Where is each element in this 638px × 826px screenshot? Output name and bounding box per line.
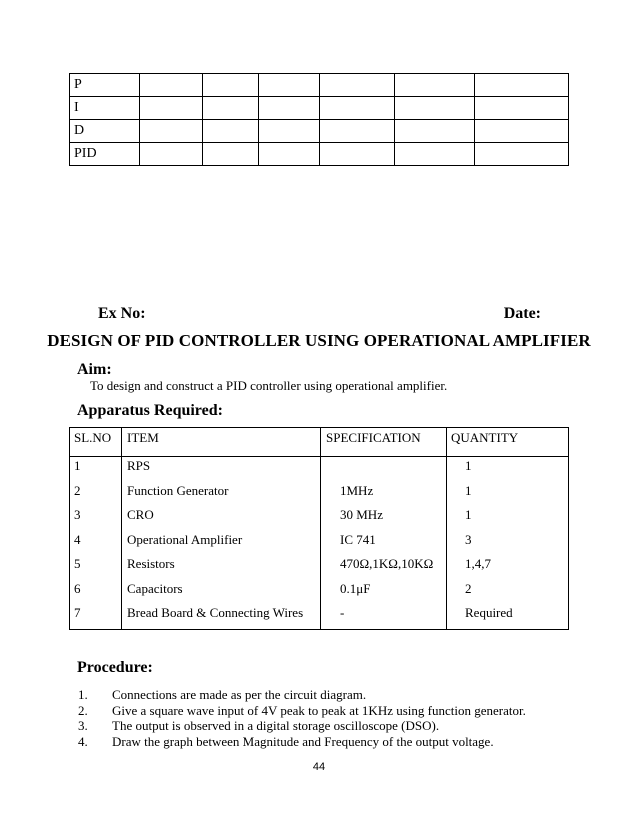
column-divider <box>121 428 122 629</box>
column-divider <box>320 428 321 629</box>
sl-no-cell: 3 <box>74 507 81 522</box>
quantity-cell: 2 <box>465 580 472 596</box>
aim-heading: Aim: <box>77 361 112 378</box>
pid-cell <box>203 74 259 97</box>
sl-no-cell: 7 <box>74 605 81 620</box>
item-cell: Bread Board & Connecting Wires <box>127 605 304 620</box>
step-text: Give a square wave input of 4V peak to peak at 1KHz using function generator. <box>112 702 526 718</box>
sl-no-cell: 4 <box>74 531 81 547</box>
sl-no-cell: 2 <box>74 482 81 498</box>
step-text: Connections are made as per the circuit diagram. <box>112 687 367 702</box>
column-header: QUANTITY <box>451 430 519 445</box>
item-cell: Operational Amplifier <box>127 531 243 547</box>
specification-cell: - <box>340 605 345 620</box>
pid-cell <box>475 143 569 166</box>
column-header: SPECIFICATION <box>326 430 421 445</box>
pid-row <box>70 143 569 166</box>
pid-cell <box>320 74 395 97</box>
pid-row <box>70 97 569 120</box>
item-cell: Capacitors <box>127 580 183 596</box>
pid-cell <box>395 74 475 97</box>
pid-row <box>70 120 569 143</box>
pid-cell <box>259 143 320 166</box>
sl-no-cell: 6 <box>74 580 81 596</box>
pid-row <box>70 74 569 97</box>
pid-cell <box>320 143 395 166</box>
specification-cell: 1MHz <box>340 482 374 498</box>
pid-cell <box>203 120 259 143</box>
apparatus-heading: Apparatus Required: <box>77 402 223 419</box>
procedure-step <box>78 734 526 750</box>
pid-cell <box>140 143 203 166</box>
pid-cell <box>259 97 320 120</box>
quantity-cell: Required <box>465 605 513 620</box>
sl-no-cell: 5 <box>74 556 81 571</box>
quantity-cell: 1,4,7 <box>465 556 491 571</box>
item-cell: Function Generator <box>127 482 229 498</box>
sl-no-cell: 1 <box>74 458 81 473</box>
date-label: Date: <box>503 305 541 322</box>
pid-cell <box>140 74 203 97</box>
pid-table <box>69 73 569 166</box>
pid-cell <box>203 97 259 120</box>
page-number: 44 <box>312 761 326 773</box>
pid-row-label: I <box>70 97 140 120</box>
pid-cell <box>140 120 203 143</box>
apparatus-table <box>69 427 569 630</box>
pid-cell <box>320 97 395 120</box>
pid-cell <box>395 120 475 143</box>
pid-cell <box>395 97 475 120</box>
step-text: The output is observed in a digital storage oscilloscope (DSO). <box>112 718 440 733</box>
ex-no-label: Ex No: <box>98 305 146 322</box>
pid-cell <box>475 74 569 97</box>
item-cell: RPS <box>127 458 151 473</box>
step-number: 3. <box>78 718 88 733</box>
step-number: 2. <box>78 702 88 718</box>
column-header: ITEM <box>127 430 159 445</box>
pid-cell <box>395 143 475 166</box>
procedure-heading: Procedure: <box>77 659 153 676</box>
procedure-step <box>78 718 526 734</box>
quantity-cell: 3 <box>465 531 472 547</box>
pid-cell <box>475 120 569 143</box>
column-header: SL.NO <box>74 430 112 445</box>
specification-cell: 30 MHz <box>340 507 383 522</box>
step-number: 1. <box>78 687 88 702</box>
procedure-step <box>78 703 526 719</box>
step-text: Draw the graph between Magnitude and Frequency of the output voltage. <box>112 733 494 749</box>
pid-cell <box>140 97 203 120</box>
header-divider <box>70 456 568 457</box>
pid-cell <box>475 97 569 120</box>
pid-cell <box>203 143 259 166</box>
pid-cell <box>259 74 320 97</box>
specification-cell: 470Ω,1KΩ,10KΩ <box>340 556 434 571</box>
quantity-cell: 1 <box>465 507 472 522</box>
pid-cell <box>320 120 395 143</box>
specification-cell: IC 741 <box>340 531 376 547</box>
specification-cell: 0.1μF <box>340 580 371 596</box>
column-divider <box>446 428 447 629</box>
procedure-list <box>78 687 526 749</box>
procedure-step <box>78 687 526 703</box>
pid-cell <box>259 120 320 143</box>
step-number: 4. <box>78 733 88 749</box>
quantity-cell: 1 <box>465 482 472 498</box>
item-cell: CRO <box>127 507 154 522</box>
pid-row-label: D <box>70 120 140 143</box>
page-title: DESIGN OF PID CONTROLLER USING OPERATIONAL AMPLIFIER <box>47 331 591 350</box>
pid-row-label: P <box>70 74 140 97</box>
pid-row-label: PID <box>70 143 140 166</box>
quantity-cell: 1 <box>465 458 472 473</box>
aim-text: To design and construct a PID controller using operational amplifier. <box>90 378 448 393</box>
item-cell: Resistors <box>127 556 175 571</box>
